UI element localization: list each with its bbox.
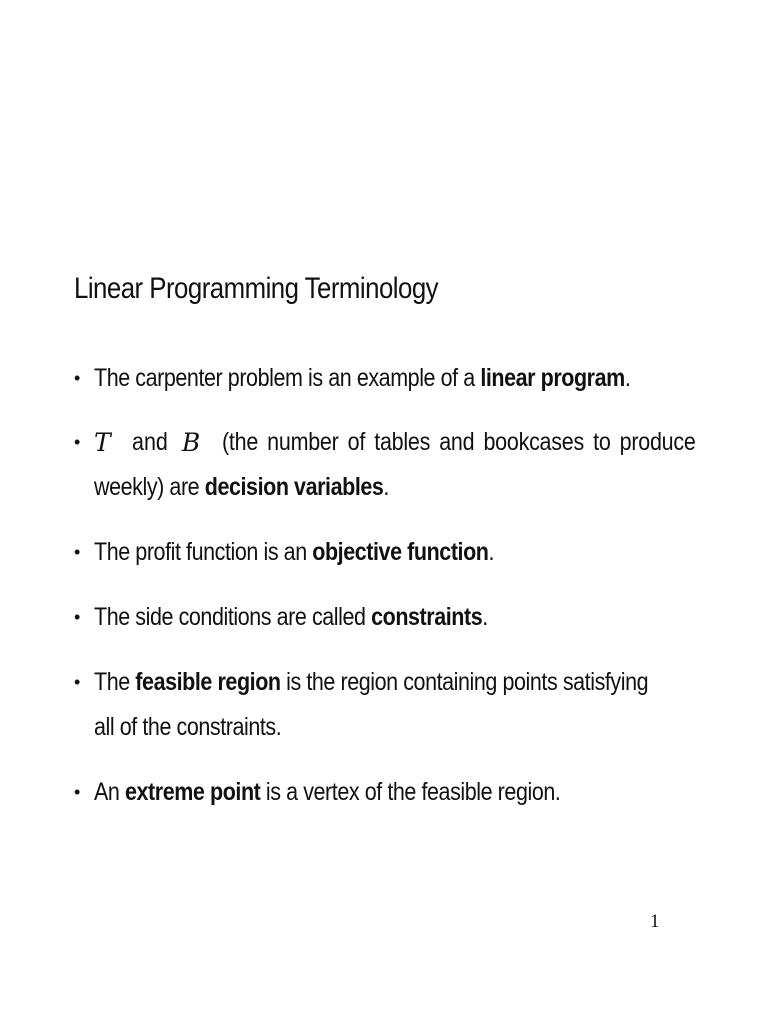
bullet-item bbox=[74, 530, 704, 575]
word-and: and bbox=[132, 428, 169, 456]
variable-b: B bbox=[181, 428, 201, 457]
bullet-icon: • bbox=[74, 542, 81, 562]
bullet-item bbox=[74, 660, 704, 750]
bullet-icon: • bbox=[74, 368, 81, 388]
bullet-item bbox=[74, 595, 704, 640]
bullet-text bbox=[94, 770, 619, 815]
bullet-text-pre: The profit function is an bbox=[94, 538, 313, 566]
justified-line bbox=[94, 420, 704, 465]
bullet-text-post: is a vertex of the feasible region. bbox=[260, 778, 561, 806]
variable-t: T bbox=[94, 428, 111, 457]
term-decision-variables: decision variables bbox=[204, 473, 384, 501]
bullet-item bbox=[74, 770, 704, 815]
bullet-text-pre: The carpenter problem is an example of a bbox=[94, 364, 481, 392]
term-extreme-point: extreme point bbox=[124, 778, 261, 806]
bullet-text-pre: The side conditions are called bbox=[94, 603, 372, 631]
bullet-item bbox=[74, 356, 704, 401]
bullet-text-line2: all of the constraints. bbox=[94, 713, 282, 741]
slide-title: Linear Programming Terminology bbox=[74, 272, 439, 305]
bullet-text-pre: An bbox=[94, 778, 125, 806]
bullet-text-line2 bbox=[94, 465, 619, 510]
bullet-text-post: is the region containing points satisfying bbox=[280, 668, 649, 696]
bullet-icon: • bbox=[74, 782, 81, 802]
term-feasible-region: feasible region bbox=[135, 668, 281, 696]
term-linear-program: linear program bbox=[480, 364, 625, 392]
bullet-text-post: . bbox=[488, 538, 495, 566]
bullet-text-post: . bbox=[482, 603, 488, 631]
bullet-text-post: . bbox=[383, 473, 389, 501]
term-objective-function: objective function bbox=[312, 538, 489, 566]
bullet-icon: • bbox=[74, 607, 81, 627]
bullet-item bbox=[74, 420, 704, 510]
page-number: 1 bbox=[650, 911, 660, 932]
bullet-text bbox=[94, 660, 649, 705]
bullet-text bbox=[94, 356, 631, 401]
bullet-icon: • bbox=[74, 432, 81, 452]
bullet-text-pre: weekly) are bbox=[94, 473, 205, 501]
bullet-text-post: . bbox=[624, 364, 631, 392]
bullet-text bbox=[94, 530, 619, 575]
bullet-text bbox=[94, 420, 704, 465]
term-constraints: constraints bbox=[371, 603, 483, 631]
bullet-text-pre: The bbox=[94, 668, 136, 696]
bullet-text-line1-rest: (the number of tables and bookcases to produce bbox=[221, 428, 696, 456]
bullet-icon: • bbox=[74, 672, 81, 692]
bullet-text bbox=[94, 595, 619, 640]
